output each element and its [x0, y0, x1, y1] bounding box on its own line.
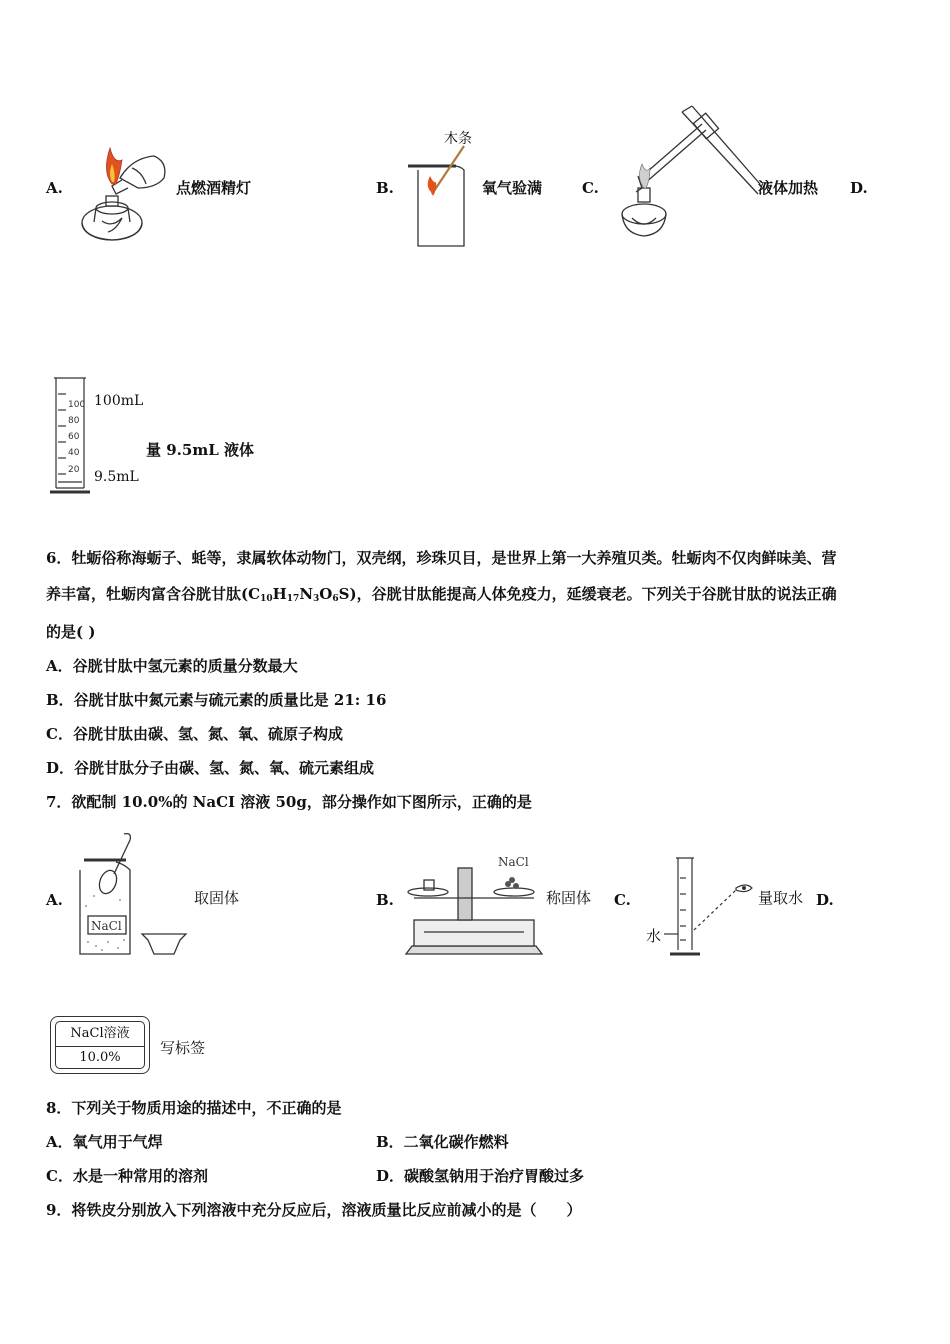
q8-stem: 8．下列关于物质用途的描述中，不正确的是 — [46, 1099, 342, 1117]
alcohol-lamp-lighting-figure — [72, 138, 172, 246]
cylinder-tick-80: 80 — [68, 416, 80, 426]
graduated-cylinder-figure — [46, 374, 96, 498]
q7-option-d-caption: 写标签 — [160, 1039, 206, 1057]
q7-option-b-letter: B. — [376, 891, 394, 909]
q8-option-b: B．二氧化碳作燃料 — [376, 1133, 509, 1151]
q5-option-b-letter: B. — [376, 179, 394, 197]
take-solid-nacl-label: NaCl — [91, 919, 122, 933]
q8-option-a: A．氧气用于气焊 — [46, 1133, 163, 1151]
q6-option-c: C．谷胱甘肽由碳、氢、氮、氧、硫原子构成 — [46, 725, 343, 743]
q5-option-d-letter: D. — [850, 179, 868, 197]
liquid-heating-figure — [620, 106, 760, 246]
q5-option-a-caption: 点燃酒精灯 — [176, 179, 252, 197]
q7-option-a-caption: 取固体 — [194, 889, 240, 907]
q5-wood-stick-label: 木条 — [444, 131, 472, 147]
oxygen-check-figure — [404, 146, 474, 250]
cylinder-label-9-5ml: 9.5mL — [94, 469, 139, 485]
balance-figure — [404, 850, 544, 960]
q7-option-c-caption: 量取水 — [758, 889, 804, 907]
q6-option-b: B．谷胱甘肽中氮元素与硫元素的质量比是 21: 16 — [46, 691, 387, 709]
q7-option-a-letter: A. — [46, 891, 63, 909]
cylinder-tick-40: 40 — [68, 448, 80, 458]
reagent-label-figure — [50, 1016, 150, 1074]
q7-option-b-caption: 称固体 — [546, 889, 592, 907]
balance-nacl-label: NaCl — [498, 855, 529, 869]
label-concentration: 10.0% — [79, 1050, 121, 1065]
label-nacl-solution: NaCl溶液 — [56, 1022, 144, 1047]
cylinder-tick-100: 100 — [68, 400, 86, 410]
q6-option-a: A．谷胱甘肽中氢元素的质量分数最大 — [46, 657, 298, 675]
q7-option-d-letter: D. — [816, 891, 834, 909]
measure-water-label: 水 — [646, 927, 662, 945]
q5-option-a-letter: A. — [46, 179, 63, 197]
q8-option-d: D．碳酸氢钠用于治疗胃酸过多 — [376, 1167, 585, 1185]
glutathione-formula: $C_{10}H_{17}N_3O_6S$ — [248, 585, 350, 604]
q7-stem: 7．欲配制 10.0%的 NaCI 溶液 50g，部分操作如下图所示，正确的是 — [46, 793, 532, 811]
q5-option-b-caption: 氧气验满 — [482, 179, 543, 197]
cylinder-tick-20: 20 — [68, 465, 80, 475]
q6-stem-line2-suffix: )，谷胱甘肽能提高人体免疫力，延缓衰老。下列关于谷胱甘肽的说法正确 — [349, 585, 837, 603]
q5-option-c-letter: C. — [582, 179, 599, 197]
q7-option-c-letter: C. — [614, 891, 631, 909]
q6-stem-line1: 6．牡蛎俗称海蛎子、蚝等，隶属软体动物门，双壳纲，珍珠贝目，是世界上第一大养殖贝类。牡蛎肉不仅肉鲜味美、营 — [46, 549, 837, 567]
q8-option-c: C．水是一种常用的溶剂 — [46, 1167, 208, 1185]
q6-option-d: D．谷胱甘肽分子由碳、氢、氮、氧、硫元素组成 — [46, 759, 375, 777]
q9-stem: 9．将铁皮分别放入下列溶液中充分反应后，溶液质量比反应前减小的是（ ） — [46, 1201, 582, 1219]
q6-stem-line2 — [46, 584, 837, 609]
q5-option-d-caption: 量 9.5mL 液体 — [146, 441, 254, 459]
q6-stem-line2-prefix: 养丰富，牡蛎肉富含谷胱甘肽( — [46, 585, 249, 603]
cylinder-tick-60: 60 — [68, 432, 80, 442]
take-solid-figure — [74, 830, 194, 960]
q6-stem-line3: 的是( ) — [46, 623, 96, 641]
q5-option-c-caption: 液体加热 — [758, 179, 819, 197]
cylinder-label-100ml: 100mL — [94, 393, 144, 409]
